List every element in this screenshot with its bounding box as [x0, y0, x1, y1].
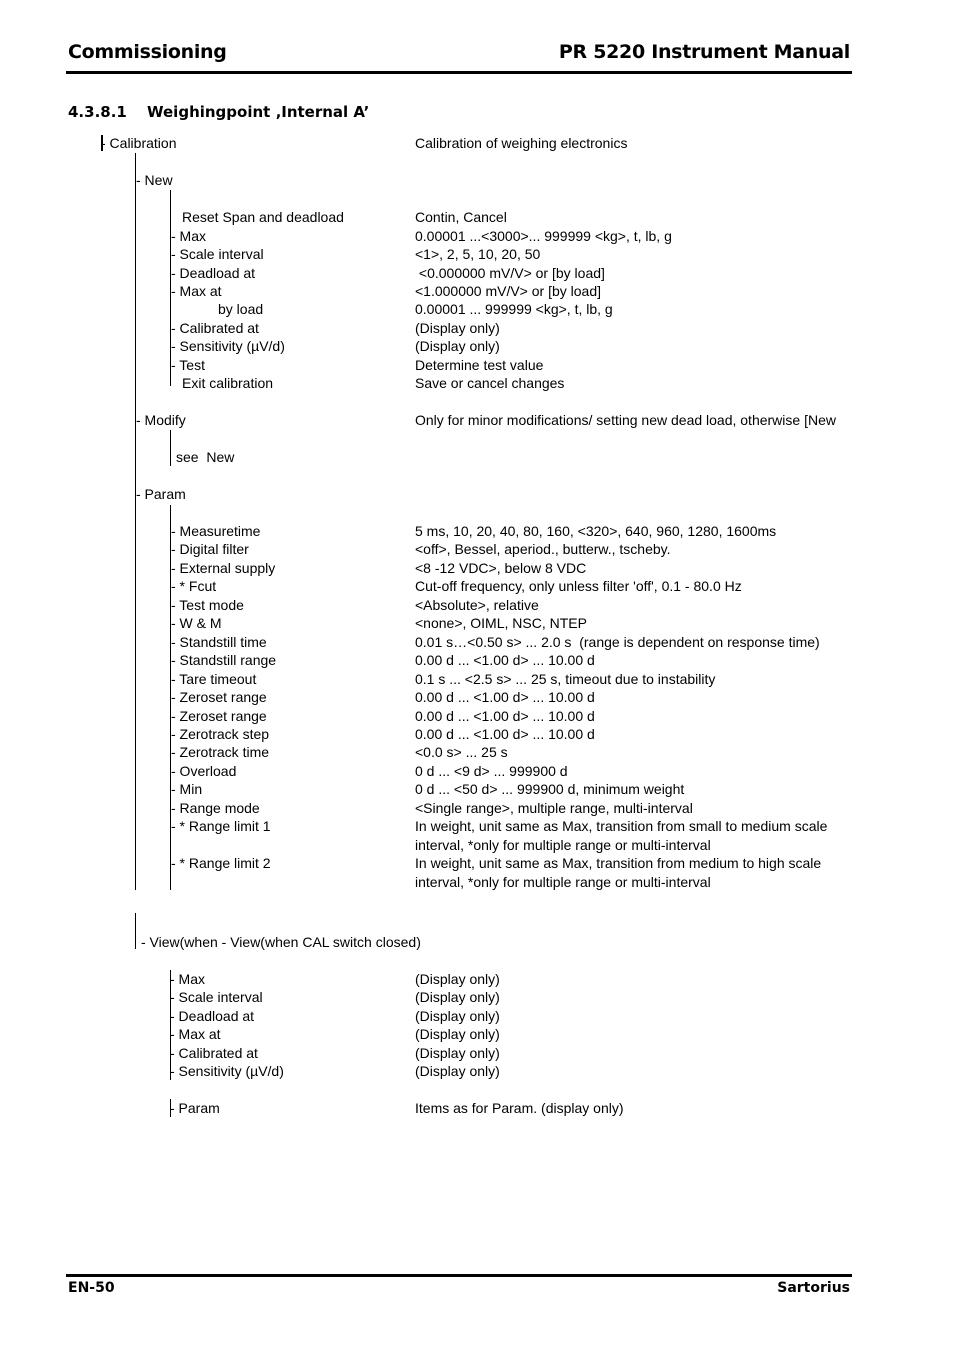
- new-item-label: - Test: [171, 357, 205, 373]
- param-item-label: - Range mode: [171, 800, 260, 816]
- new-item-label: - Sensitivity (µV/d): [171, 338, 285, 354]
- view-item-desc: (Display only): [415, 971, 500, 987]
- tree-line-modify: [170, 430, 171, 466]
- view-param-label: - Param: [170, 1100, 220, 1116]
- menu-modify-desc: Only for minor modifications/ setting new dead load, otherwise [New: [415, 412, 836, 428]
- param-item-desc: <0.0 s> ... 25 s: [415, 744, 508, 760]
- param-item-desc: <Single range>, multiple range, multi-interval: [415, 800, 693, 816]
- param-item-desc: 5 ms, 10, 20, 40, 80, 160, <320>, 640, 960, 1280, 1600ms: [415, 523, 777, 539]
- new-item-label: Exit calibration: [182, 375, 274, 391]
- modify-see-new: see New: [176, 449, 235, 465]
- param-item-label: - Zeroset range: [171, 708, 267, 724]
- new-item-desc: (Display only): [415, 320, 500, 336]
- param-item-desc: <8 -12 VDC>, below 8 VDC: [415, 560, 587, 576]
- section-title: Weighingpoint ‚Internal A’: [147, 103, 370, 121]
- new-item-label: - Scale interval: [171, 246, 264, 262]
- view-item-desc: (Display only): [415, 1063, 500, 1079]
- menu-new: - New: [136, 172, 173, 188]
- new-item-desc: <1.000000 mV/V> or [by load]: [415, 283, 602, 299]
- param-item-desc: <off>, Bessel, aperiod., butterw., tscheby.: [415, 541, 671, 557]
- new-item-label: - Deadload at: [171, 265, 256, 281]
- menu-param: - Param: [136, 486, 186, 502]
- param-item-desc: In weight, unit same as Max, transition from medium to high scale: [415, 855, 822, 871]
- new-item-label: Reset Span and deadload: [182, 209, 344, 225]
- param-item-label: - W & M: [171, 615, 222, 631]
- param-item-desc: 0.00 d ... <1.00 d> ... 10.00 d: [415, 726, 595, 742]
- view-item-label: - Scale interval: [170, 989, 263, 1005]
- new-item-label: by load: [218, 301, 264, 317]
- section-number: 4.3.8.1: [68, 103, 127, 121]
- view-item-desc: (Display only): [415, 1008, 500, 1024]
- menu-calibration: - Calibration: [101, 135, 177, 151]
- menu-calibration-desc: Calibration of weighing electronics: [415, 135, 628, 151]
- new-item-label: - Max: [171, 228, 206, 244]
- new-item-desc: 0.00001 ...<3000>... 999999 <kg>, t, lb, g: [415, 228, 672, 244]
- param-item-desc: 0.00 d ... <1.00 d> ... 10.00 d: [415, 708, 595, 724]
- new-item-desc: (Display only): [415, 338, 500, 354]
- param-item-label: - Test mode: [171, 597, 244, 613]
- param-item-label: - * Fcut: [171, 578, 217, 594]
- view-param-desc: Items as for Param. (display only): [415, 1100, 624, 1116]
- param-item-desc: 0 d ... <50 d> ... 999900 d, minimum weight: [415, 781, 685, 797]
- tree-line-view: [135, 913, 136, 949]
- new-item-desc: Determine test value: [415, 357, 544, 373]
- new-item-desc: <0.000000 mV/V> or [by load]: [415, 265, 605, 281]
- param-item-desc: In weight, unit same as Max, transition from small to medium scale: [415, 818, 828, 834]
- view-item-desc: (Display only): [415, 1045, 500, 1061]
- running-header-section: Commissioning: [68, 41, 227, 63]
- footer-rule: [66, 1274, 852, 1277]
- param-item-label: - Zerotrack step: [171, 726, 270, 742]
- new-item-desc: 0.00001 ... 999999 <kg>, t, lb, g: [415, 301, 613, 317]
- view-item-label: - Calibrated at: [170, 1045, 258, 1061]
- view-item-label: - Max at: [170, 1026, 221, 1042]
- running-header-title: PR 5220 Instrument Manual: [558, 41, 850, 63]
- param-item-label: - * Range limit 1: [171, 818, 271, 834]
- param-item-desc: 0 d ... <9 d> ... 999900 d: [415, 763, 568, 779]
- param-item-desc: Cut-off frequency, only unless filter 'off', 0.1 - 80.0 Hz: [415, 578, 742, 594]
- param-item-label: - Overload: [171, 763, 237, 779]
- param-item-desc-cont: interval, *only for multiple range or multi-interval: [415, 837, 711, 853]
- new-item-desc: Save or cancel changes: [415, 375, 565, 391]
- param-item-label: - Tare timeout: [171, 671, 257, 687]
- header-rule: [66, 71, 852, 74]
- view-item-desc: (Display only): [415, 989, 500, 1005]
- view-item-label: - Max: [170, 971, 205, 987]
- new-item-label: - Max at: [171, 283, 222, 299]
- param-item-label: - Measuretime: [171, 523, 261, 539]
- param-item-desc: 0.01 s…<0.50 s> ... 2.0 s (range is dependent on response time): [415, 634, 820, 650]
- view-item-label: - Deadload at: [170, 1008, 255, 1024]
- param-item-desc: 0.1 s ... <2.5 s> ... 25 s, timeout due to instability: [415, 671, 716, 687]
- page-number: EN-50: [68, 1280, 115, 1296]
- tree-line-level1: [135, 153, 136, 890]
- section-heading: [68, 103, 369, 121]
- new-item-label: - Calibrated at: [171, 320, 259, 336]
- param-item-label: - Digital filter: [171, 541, 249, 557]
- param-item-label: - External supply: [171, 560, 276, 576]
- view-item-label: - Sensitivity (µV/d): [170, 1063, 284, 1079]
- param-item-desc-cont: interval, *only for multiple range or multi-interval: [415, 874, 711, 890]
- menu-modify: - Modify: [136, 412, 186, 428]
- param-item-label: - Zeroset range: [171, 689, 267, 705]
- param-item-label: - Standstill time: [171, 634, 267, 650]
- param-item-desc: <none>, OIML, NSC, NTEP: [415, 615, 587, 631]
- new-item-desc: <1>, 2, 5, 10, 20, 50: [415, 246, 541, 262]
- menu-view: - View(when - View(when CAL switch closed): [141, 934, 421, 950]
- param-item-label: - Standstill range: [171, 652, 277, 668]
- new-item-desc: Contin, Cancel: [415, 209, 507, 225]
- footer-company: Sartorius: [777, 1280, 850, 1296]
- param-item-desc: 0.00 d ... <1.00 d> ... 10.00 d: [415, 652, 595, 668]
- param-item-desc: <Absolute>, relative: [415, 597, 539, 613]
- param-item-desc: 0.00 d ... <1.00 d> ... 10.00 d: [415, 689, 595, 705]
- view-item-desc: (Display only): [415, 1026, 500, 1042]
- param-item-label: - * Range limit 2: [171, 855, 271, 871]
- param-item-label: - Zerotrack time: [171, 744, 270, 760]
- param-item-label: - Min: [171, 781, 203, 797]
